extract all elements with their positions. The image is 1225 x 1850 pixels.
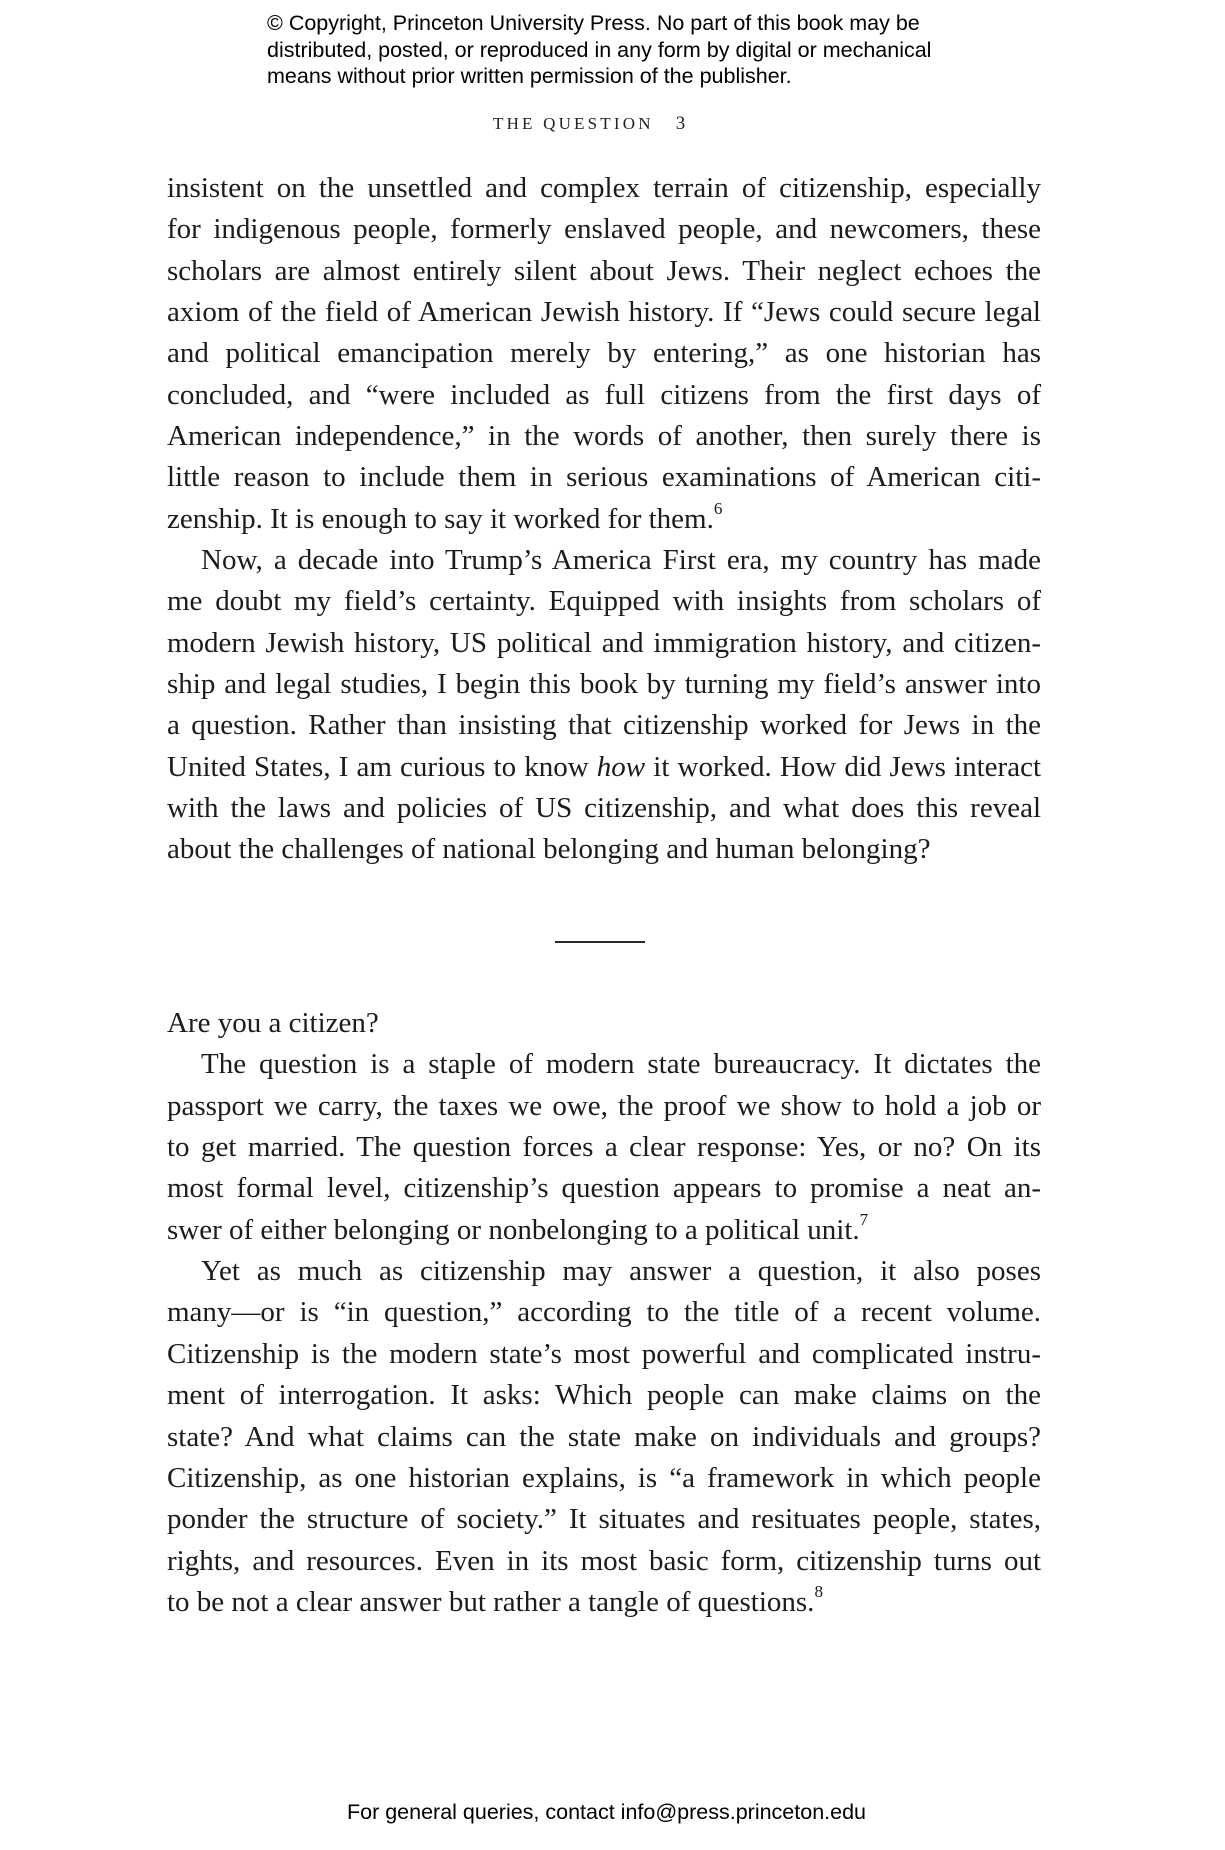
text-line: many—or is “in question,” according to the title of a recent volume.: [167, 1296, 1041, 1328]
footnote-marker[interactable]: 8: [814, 1582, 823, 1602]
text-line: ship and legal studies, I begin this book by turning my field’s answer into: [167, 668, 1041, 700]
text-line: insistent on the unsettled and complex terrain of citizenship, especially: [167, 172, 1041, 204]
emphasis: how: [596, 751, 646, 783]
text-line: The question is a staple of modern state bureaucracy. It dictates the: [201, 1048, 1041, 1080]
text-line: ment of interrogation. It asks: Which people can make claims on the: [167, 1379, 1041, 1411]
text-line: [167, 1210, 1041, 1251]
text-line: scholars are almost entirely silent about Jews. Their neglect echoes the: [167, 255, 1041, 287]
text-line: ponder the structure of society.” It situates and resituates people, states,: [167, 1503, 1041, 1535]
text-line: [167, 747, 1041, 788]
running-head: [493, 113, 685, 135]
text-line: state? And what claims can the state make on individuals and groups?: [167, 1421, 1041, 1453]
text-segment: it worked. How did Jews interact: [653, 751, 1041, 783]
text-segment: United States, I am curious to know: [167, 751, 589, 783]
text-line: modern Jewish history, US political and immigration history, and citizen-: [167, 627, 1041, 659]
text-line: Now, a decade into Trump’s America First era, my country has made: [201, 544, 1041, 576]
text-line: [167, 499, 1041, 540]
text-line: American independence,” in the words of another, then surely there is: [167, 420, 1041, 452]
text-line: Yet as much as citizenship may answer a question, it also poses: [201, 1255, 1041, 1287]
text-line: passport we carry, the taxes we owe, the proof we show to hold a job or: [167, 1090, 1041, 1122]
copyright-line: distributed, posted, or reproduced in any form by digital or mechanical: [267, 37, 932, 62]
text-line: rights, and resources. Even in its most basic form, citizenship turns out: [167, 1545, 1041, 1577]
text-line: most formal level, citizenship’s question appears to promise a neat an-: [167, 1172, 1041, 1204]
text-line: me doubt my field’s certainty. Equipped with insights from scholars of: [167, 585, 1041, 617]
text-line: little reason to include them in serious examinations of American citi-: [167, 461, 1041, 493]
footnote-marker[interactable]: 7: [859, 1210, 869, 1230]
text-line: with the laws and policies of US citizenship, and what does this reveal: [167, 792, 1041, 824]
text-line: concluded, and “were included as full citizens from the first days of: [167, 379, 1041, 411]
copyright-line: © Copyright, Princeton University Press. No part of this book may be: [267, 11, 920, 35]
section-divider: [555, 941, 645, 943]
text-line: and political emancipation merely by entering,” as one historian has: [167, 337, 1041, 369]
text-line-content: zenship. It is enough to say it worked for them.: [167, 503, 714, 535]
text-line-content: swer of either belonging or nonbelonging to a political unit.: [167, 1214, 860, 1246]
text-line: a question. Rather than insisting that citizenship worked for Jews in the: [167, 709, 1041, 741]
text-line: to get married. The question forces a clear response: Yes, or no? On its: [167, 1131, 1041, 1163]
footnote-marker[interactable]: 6: [713, 499, 723, 519]
copyright-notice: [267, 10, 987, 90]
text-line: about the challenges of national belonging and human belonging?: [167, 833, 931, 865]
text-line: [167, 1582, 1041, 1623]
footer-contact: For general queries, contact info@press.princeton.edu: [347, 1800, 867, 1824]
text-line: Citizenship is the modern state’s most powerful and complicated instru-: [167, 1338, 1041, 1370]
text-line: axiom of the field of American Jewish history. If “Jews could secure legal: [167, 296, 1041, 328]
text-line-content: to be not a clear answer but rather a tangle of questions.: [167, 1586, 815, 1618]
page-number: 3: [675, 113, 686, 134]
text-line: Citizenship, as one historian explains, is “a framework in which people: [167, 1462, 1041, 1494]
copyright-line: means without prior written permission of the publisher.: [267, 64, 792, 88]
text-line: Are you a citizen?: [167, 1007, 379, 1039]
text-line: for indigenous people, formerly enslaved people, and newcomers, these: [167, 213, 1041, 245]
running-head-title: THE QUESTION: [493, 114, 654, 133]
